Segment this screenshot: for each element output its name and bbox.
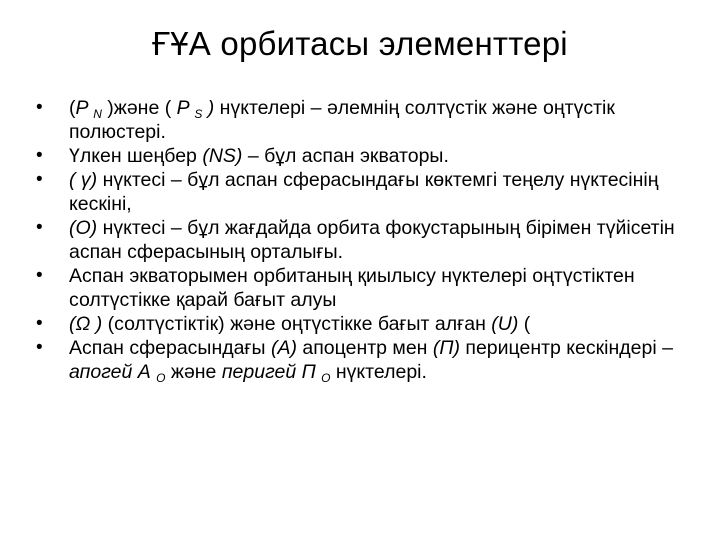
- subscript-text: O: [156, 371, 166, 385]
- bullet-item: [36, 336, 696, 384]
- bullet-text: перицентр кескіндері –: [459, 337, 673, 359]
- bullet-text: (солтүстіктік) және оңтүстікке бағыт алған: [102, 313, 492, 335]
- subscript-text: S: [194, 107, 203, 121]
- bullet-text: (Ω ): [69, 313, 103, 335]
- bullet-item: [36, 96, 696, 144]
- bullet-text: (U): [491, 313, 519, 335]
- bullet-text: )және (: [101, 97, 177, 119]
- bullet-text: (: [518, 313, 531, 335]
- bullet-text: ( γ): [69, 169, 98, 191]
- bullet-dot-icon: •: [36, 145, 43, 166]
- slide-title: ҒҰА орбитасы элементтері: [152, 25, 568, 62]
- bullet-dot-icon: •: [36, 97, 43, 118]
- bullet-item: [36, 144, 696, 168]
- bullet-text: P: [75, 97, 94, 119]
- bullet-text: (NS): [202, 145, 243, 167]
- bullet-text: P: [176, 97, 195, 119]
- bullet-item: [36, 168, 696, 216]
- bullet-dot-icon: •: [36, 313, 43, 334]
- bullet-list: [36, 96, 696, 384]
- bullet-dot-icon: •: [36, 265, 43, 286]
- bullet-text: және: [165, 361, 222, 383]
- bullet-text: ): [202, 97, 215, 119]
- bullet-dot-icon: •: [36, 169, 43, 190]
- bullet-text: нүктесі – бұл аспан сферасындағы көктемгі теңелу нүктесінің кескіні,: [69, 169, 659, 215]
- subscript-text: O: [321, 371, 331, 385]
- bullet-item: [36, 264, 696, 312]
- bullet-text: Үлкен шеңбер: [69, 145, 203, 167]
- bullet-text: (А): [270, 337, 297, 359]
- bullet-item: [36, 216, 696, 264]
- bullet-text: Аспан экваторымен орбитаның қиылысу нүктелері оңтүстіктен солтүстікке қарай бағыт алуы: [69, 265, 635, 311]
- bullet-text: апоцентр мен: [296, 337, 433, 359]
- subscript-text: N: [93, 107, 102, 121]
- bullet-text: (П): [432, 337, 460, 359]
- bullet-text: нүктелері – әлемнің солтүстік және оңтүстік полюстері.: [69, 97, 615, 143]
- bullet-text: нүктесі – бұл жағдайда орбита фокустарының бірімен түйісетін аспан сферасының орталығы.: [69, 217, 675, 263]
- bullet-item: [36, 312, 696, 336]
- bullet-text: – бұл аспан экваторы.: [242, 145, 449, 167]
- bullet-text: перигей П: [221, 361, 322, 383]
- bullet-dot-icon: •: [36, 217, 43, 238]
- bullet-text: Аспан сферасындағы: [69, 337, 271, 359]
- bullet-text: апогей А: [69, 361, 157, 383]
- bullet-text: нүктелері.: [330, 361, 427, 383]
- bullet-dot-icon: •: [36, 337, 43, 358]
- bullet-text: (: [69, 97, 76, 119]
- bullet-text: (O): [69, 217, 98, 239]
